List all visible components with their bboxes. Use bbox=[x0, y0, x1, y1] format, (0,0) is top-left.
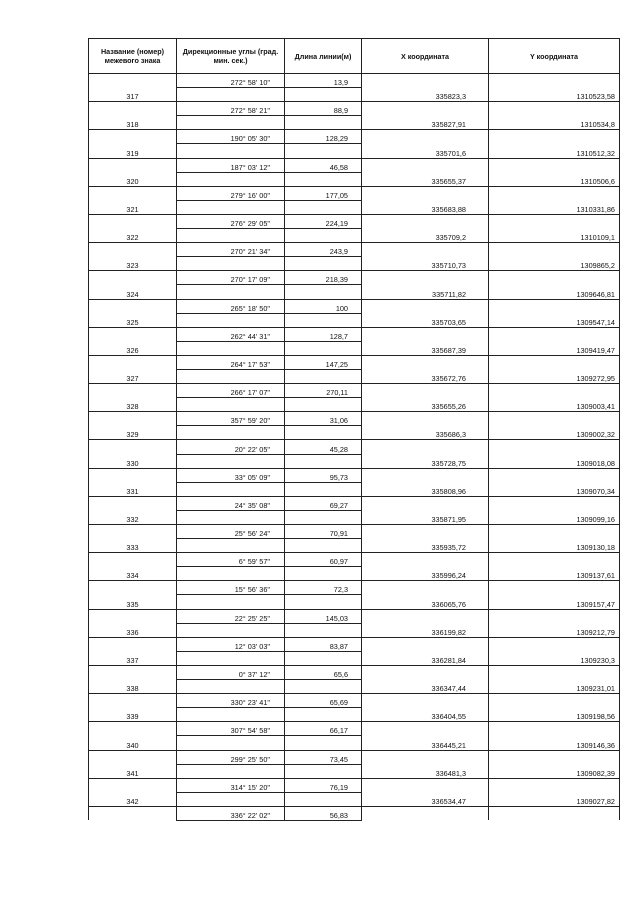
line-length-cell: 60,97 bbox=[285, 553, 362, 567]
line-length-cell: 177,05 bbox=[285, 186, 362, 200]
y-coordinate-cell: 1310109,1 bbox=[489, 229, 620, 243]
x-coordinate-cell: 336199,82 bbox=[362, 623, 489, 637]
point-name-cell: 323 bbox=[89, 257, 177, 271]
direction-angle-cell: 25° 56' 24" bbox=[177, 525, 285, 539]
header-y-coordinate: Y координата bbox=[489, 39, 620, 74]
point-name-cell: 329 bbox=[89, 426, 177, 440]
boundary-coordinates-sheet bbox=[88, 38, 619, 821]
x-coordinate-cell: 335871,95 bbox=[362, 510, 489, 524]
y-coordinate-cell: 1309272,95 bbox=[489, 369, 620, 383]
segment-row bbox=[89, 412, 620, 426]
point-name-cell: 325 bbox=[89, 313, 177, 327]
segment-row bbox=[89, 637, 620, 651]
x-coordinate-cell: 335709,2 bbox=[362, 229, 489, 243]
x-coordinate-cell: 335710,73 bbox=[362, 257, 489, 271]
segment-row bbox=[89, 778, 620, 792]
direction-angle-cell: 307° 54' 58" bbox=[177, 722, 285, 736]
y-coordinate-cell: 1309230,3 bbox=[489, 651, 620, 665]
direction-angle-cell: 272° 58' 10" bbox=[177, 74, 285, 88]
segment-row bbox=[89, 102, 620, 116]
point-name-cell: 324 bbox=[89, 285, 177, 299]
table-body bbox=[89, 74, 620, 821]
header-x-coordinate: X координата bbox=[362, 39, 489, 74]
point-row bbox=[89, 398, 620, 412]
y-coordinate-cell: 1309018,08 bbox=[489, 454, 620, 468]
point-row bbox=[89, 482, 620, 496]
header-point-name: Название (номер) межевого знака bbox=[89, 39, 177, 74]
line-length-cell: 145,03 bbox=[285, 609, 362, 623]
y-coordinate-cell: 1310331,86 bbox=[489, 200, 620, 214]
line-length-cell: 46,58 bbox=[285, 158, 362, 172]
y-coordinate-cell: 1309419,47 bbox=[489, 341, 620, 355]
direction-angle-cell: 0° 37' 12" bbox=[177, 665, 285, 679]
segment-row bbox=[89, 553, 620, 567]
point-row bbox=[89, 369, 620, 383]
point-name-cell: 341 bbox=[89, 764, 177, 778]
direction-angle-cell: 22° 25' 25" bbox=[177, 609, 285, 623]
point-row bbox=[89, 567, 620, 581]
y-coordinate-cell: 1309099,16 bbox=[489, 510, 620, 524]
segment-row bbox=[89, 158, 620, 172]
point-row bbox=[89, 257, 620, 271]
point-name-cell: 335 bbox=[89, 595, 177, 609]
point-row bbox=[89, 116, 620, 130]
y-coordinate-cell: 1309231,01 bbox=[489, 680, 620, 694]
line-length-cell: 128,7 bbox=[285, 327, 362, 341]
segment-row bbox=[89, 355, 620, 369]
y-coordinate-cell: 1310512,32 bbox=[489, 144, 620, 158]
line-length-cell: 224,19 bbox=[285, 214, 362, 228]
y-coordinate-cell: 1309002,32 bbox=[489, 426, 620, 440]
y-coordinate-cell: 1309198,56 bbox=[489, 708, 620, 722]
x-coordinate-cell: 336404,55 bbox=[362, 708, 489, 722]
y-coordinate-cell: 1309865,2 bbox=[489, 257, 620, 271]
coordinates-table bbox=[88, 38, 620, 821]
point-row bbox=[89, 285, 620, 299]
header-direction-angle: Дирекционные углы (град. мин. сек.) bbox=[177, 39, 285, 74]
point-name-cell: 317 bbox=[89, 88, 177, 102]
point-name-cell: 331 bbox=[89, 482, 177, 496]
point-row bbox=[89, 595, 620, 609]
point-name-cell: 319 bbox=[89, 144, 177, 158]
point-name-cell: 318 bbox=[89, 116, 177, 130]
y-coordinate-cell: 1310523,58 bbox=[489, 88, 620, 102]
segment-row bbox=[89, 243, 620, 257]
direction-angle-cell: 187° 03' 12" bbox=[177, 158, 285, 172]
point-name-cell: 320 bbox=[89, 172, 177, 186]
y-coordinate-cell: 1309212,79 bbox=[489, 623, 620, 637]
direction-angle-cell: 190° 05' 30" bbox=[177, 130, 285, 144]
direction-angle-cell: 272° 58' 21" bbox=[177, 102, 285, 116]
segment-row bbox=[89, 299, 620, 313]
line-length-cell: 100 bbox=[285, 299, 362, 313]
point-row bbox=[89, 510, 620, 524]
segment-row bbox=[89, 525, 620, 539]
segment-row bbox=[89, 327, 620, 341]
y-coordinate-cell: 1309547,14 bbox=[489, 313, 620, 327]
direction-angle-cell: 276° 29' 05" bbox=[177, 214, 285, 228]
point-name-cell: 340 bbox=[89, 736, 177, 750]
point-row bbox=[89, 792, 620, 806]
point-name-cell: 336 bbox=[89, 623, 177, 637]
y-coordinate-cell: 1310506,6 bbox=[489, 172, 620, 186]
segment-row bbox=[89, 694, 620, 708]
y-coordinate-cell: 1310534,8 bbox=[489, 116, 620, 130]
x-coordinate-cell: 335728,75 bbox=[362, 454, 489, 468]
x-coordinate-cell: 336534,47 bbox=[362, 792, 489, 806]
line-length-cell: 88,9 bbox=[285, 102, 362, 116]
segment-row bbox=[89, 722, 620, 736]
line-length-cell: 76,19 bbox=[285, 778, 362, 792]
segment-row bbox=[89, 468, 620, 482]
x-coordinate-cell: 335683,88 bbox=[362, 200, 489, 214]
y-coordinate-cell: 1309082,39 bbox=[489, 764, 620, 778]
direction-angle-cell: 6° 59' 57" bbox=[177, 553, 285, 567]
direction-angle-cell: 314° 15' 20" bbox=[177, 778, 285, 792]
line-length-cell: 128,29 bbox=[285, 130, 362, 144]
x-coordinate-cell: 336065,76 bbox=[362, 595, 489, 609]
x-coordinate-cell: 335686,3 bbox=[362, 426, 489, 440]
segment-row bbox=[89, 665, 620, 679]
direction-angle-cell: 264° 17' 53" bbox=[177, 355, 285, 369]
line-length-cell: 31,06 bbox=[285, 412, 362, 426]
line-length-cell: 95,73 bbox=[285, 468, 362, 482]
segment-row bbox=[89, 496, 620, 510]
point-row bbox=[89, 651, 620, 665]
direction-angle-cell: 336° 22' 02" bbox=[177, 806, 285, 820]
segment-row bbox=[89, 440, 620, 454]
segment-row bbox=[89, 74, 620, 88]
direction-angle-cell: 12° 03' 03" bbox=[177, 637, 285, 651]
point-name-cell: 337 bbox=[89, 651, 177, 665]
segment-row bbox=[89, 130, 620, 144]
point-name-cell: 339 bbox=[89, 708, 177, 722]
segment-row bbox=[89, 186, 620, 200]
header-row bbox=[89, 39, 620, 74]
x-coordinate-cell: 336347,44 bbox=[362, 680, 489, 694]
point-row bbox=[89, 426, 620, 440]
point-row bbox=[89, 88, 620, 102]
x-coordinate-cell: 335701,6 bbox=[362, 144, 489, 158]
point-name-cell: 342 bbox=[89, 792, 177, 806]
y-coordinate-cell: 1309137,61 bbox=[489, 567, 620, 581]
point-name-cell: 332 bbox=[89, 510, 177, 524]
point-row bbox=[89, 454, 620, 468]
direction-angle-cell: 15° 56' 36" bbox=[177, 581, 285, 595]
direction-angle-cell: 266° 17' 07" bbox=[177, 384, 285, 398]
y-coordinate-cell: 1309070,34 bbox=[489, 482, 620, 496]
x-coordinate-cell: 335823,3 bbox=[362, 88, 489, 102]
point-row bbox=[89, 341, 620, 355]
line-length-cell: 243,9 bbox=[285, 243, 362, 257]
x-coordinate-cell: 335935,72 bbox=[362, 539, 489, 553]
x-coordinate-cell: 335808,96 bbox=[362, 482, 489, 496]
header-line-length: Длина линии(м) bbox=[285, 39, 362, 74]
direction-angle-cell: 279° 16' 00" bbox=[177, 186, 285, 200]
line-length-cell: 66,17 bbox=[285, 722, 362, 736]
point-name-cell: 322 bbox=[89, 229, 177, 243]
direction-angle-cell: 33° 05' 09" bbox=[177, 468, 285, 482]
point-row bbox=[89, 172, 620, 186]
point-row bbox=[89, 764, 620, 778]
line-length-cell: 45,28 bbox=[285, 440, 362, 454]
segment-row bbox=[89, 581, 620, 595]
point-row bbox=[89, 229, 620, 243]
point-name-cell: 326 bbox=[89, 341, 177, 355]
x-coordinate-cell: 335655,26 bbox=[362, 398, 489, 412]
y-coordinate-cell: 1309157,47 bbox=[489, 595, 620, 609]
segment-row bbox=[89, 214, 620, 228]
point-row bbox=[89, 313, 620, 327]
line-length-cell: 270,11 bbox=[285, 384, 362, 398]
direction-angle-cell: 20° 22' 05" bbox=[177, 440, 285, 454]
point-name-cell: 338 bbox=[89, 680, 177, 694]
x-coordinate-cell: 336481,3 bbox=[362, 764, 489, 778]
y-coordinate-cell: 1309130,18 bbox=[489, 539, 620, 553]
point-row bbox=[89, 736, 620, 750]
point-row bbox=[89, 200, 620, 214]
line-length-cell: 69,27 bbox=[285, 496, 362, 510]
point-name-cell: 328 bbox=[89, 398, 177, 412]
direction-angle-cell: 330° 23' 41" bbox=[177, 694, 285, 708]
line-length-cell: 83,87 bbox=[285, 637, 362, 651]
point-name-cell: 330 bbox=[89, 454, 177, 468]
direction-angle-cell: 24° 35' 08" bbox=[177, 496, 285, 510]
line-length-cell: 65,69 bbox=[285, 694, 362, 708]
line-length-cell: 73,45 bbox=[285, 750, 362, 764]
direction-angle-cell: 262° 44' 31" bbox=[177, 327, 285, 341]
point-name-cell: 333 bbox=[89, 539, 177, 553]
segment-row bbox=[89, 271, 620, 285]
x-coordinate-cell: 335655,37 bbox=[362, 172, 489, 186]
point-name-cell: 321 bbox=[89, 200, 177, 214]
x-coordinate-cell: 335687,39 bbox=[362, 341, 489, 355]
point-row bbox=[89, 623, 620, 637]
point-row bbox=[89, 144, 620, 158]
line-length-cell: 13,9 bbox=[285, 74, 362, 88]
point-name-cell: 327 bbox=[89, 369, 177, 383]
point-row bbox=[89, 708, 620, 722]
y-coordinate-cell: 1309003,41 bbox=[489, 398, 620, 412]
x-coordinate-cell: 336445,21 bbox=[362, 736, 489, 750]
x-coordinate-cell: 335703,65 bbox=[362, 313, 489, 327]
point-row bbox=[89, 680, 620, 694]
direction-angle-cell: 299° 25' 50" bbox=[177, 750, 285, 764]
x-coordinate-cell: 335996,24 bbox=[362, 567, 489, 581]
y-coordinate-cell: 1309027,82 bbox=[489, 792, 620, 806]
direction-angle-cell: 270° 17' 09" bbox=[177, 271, 285, 285]
line-length-cell: 65,6 bbox=[285, 665, 362, 679]
segment-row bbox=[89, 609, 620, 623]
direction-angle-cell: 357° 59' 20" bbox=[177, 412, 285, 426]
line-length-cell: 72,3 bbox=[285, 581, 362, 595]
direction-angle-cell: 270° 21' 34" bbox=[177, 243, 285, 257]
x-coordinate-cell: 335711,82 bbox=[362, 285, 489, 299]
segment-row bbox=[89, 750, 620, 764]
segment-row bbox=[89, 806, 620, 820]
x-coordinate-cell: 336281,84 bbox=[362, 651, 489, 665]
segment-row bbox=[89, 384, 620, 398]
line-length-cell: 70,91 bbox=[285, 525, 362, 539]
y-coordinate-cell: 1309146,36 bbox=[489, 736, 620, 750]
point-name-cell: 334 bbox=[89, 567, 177, 581]
point-row bbox=[89, 539, 620, 553]
x-coordinate-cell: 335827,91 bbox=[362, 116, 489, 130]
x-coordinate-cell: 335672,76 bbox=[362, 369, 489, 383]
line-length-cell: 147,25 bbox=[285, 355, 362, 369]
y-coordinate-cell: 1309646,81 bbox=[489, 285, 620, 299]
line-length-cell: 56,83 bbox=[285, 806, 362, 820]
direction-angle-cell: 265° 18' 50" bbox=[177, 299, 285, 313]
line-length-cell: 218,39 bbox=[285, 271, 362, 285]
